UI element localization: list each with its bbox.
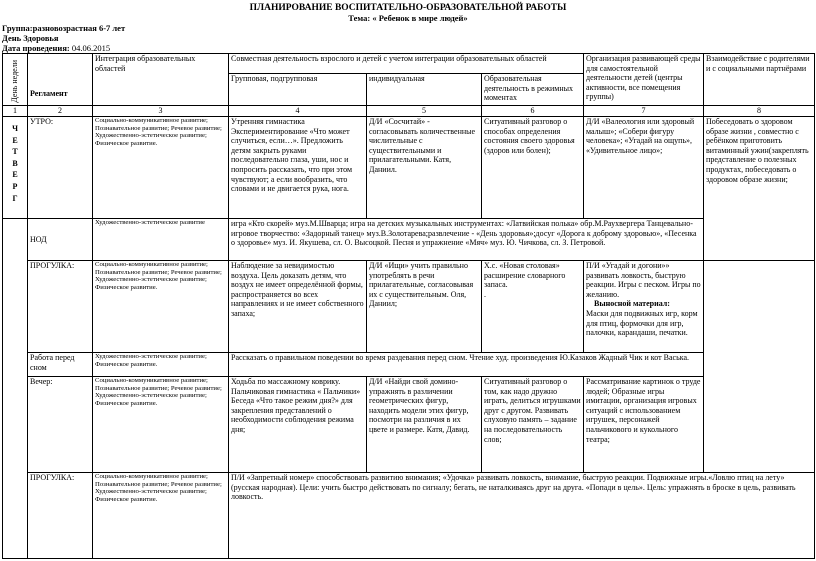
sleep-regulation: Работа перед сном bbox=[28, 353, 93, 377]
day-letter: Е bbox=[12, 170, 18, 180]
evening-individual-activity: Д/И «Найди свой домино-упражнять в различении геометрических фигур, находить модели этих фигур, посмотри на различия в их цвете и размере. Катя, Давид. bbox=[367, 377, 482, 473]
walk-outdoor-material-label: Выносной материал: bbox=[594, 299, 670, 309]
day-name-line: День Здоровья bbox=[2, 33, 59, 43]
header-row-1 bbox=[3, 54, 815, 74]
date-line: Дата проведения: 04.06.2015 bbox=[2, 43, 111, 53]
nod-activity: игра «Кто скорей» муз.М.Шварца; игра на детских музыкальных инструментах: «Латвийская полька» обр.М.Раухвергера Танцевально-игровое творчество: «Задорный танец» муз.В.Золотарева;развлечение - «День здоровья»;досуг «Дорога к доброму здоровью», «Песенка о здоровье» муз. И. Якушева, сл. О. Высоцкой. Песня и упражнение «Мяч» муз. Ю. Чичкова, сл. З. Петровой. bbox=[229, 219, 704, 261]
column-number: 4 bbox=[229, 106, 367, 117]
header-regulation: Регламент bbox=[28, 54, 93, 106]
sleep-activity: Рассказать о правильном поведении во время раздевания перед сном. Чтение худ. произведения Ю.Казаков Жадный Чик и кот Васька. bbox=[229, 353, 704, 377]
nod-integration: Художественно-эстетическое развитие bbox=[93, 219, 229, 261]
morning-parents: Побеседовать о здоровом образе жизни , совместно с ребёнком приготовить витаминный ужин(закреплять представление о полезных продуктах, побеседовать о здоровом образе жизни; bbox=[704, 117, 815, 261]
evening-row bbox=[3, 377, 815, 473]
walk-row bbox=[3, 261, 815, 353]
morning-integration: Социально-коммуникативное развитие; Познавательное развитие; Речевое развитие; Художественно-эстетическое развитие; Физическое развитие. bbox=[93, 117, 229, 219]
column-number: 8 bbox=[704, 106, 815, 117]
morning-individual-activity: Д/И «Сосчитай» - согласовывать количественные числительные с существительными и прилагательными. Катя, Даниил. bbox=[367, 117, 482, 219]
walk-group-activity: Наблюдение за невидимостью воздуха. Цель доказать детям, что воздух не имеет определённой формы, распространяется во всех направлениях и не имеет собственного запаха; bbox=[229, 261, 367, 353]
header-regime: Образовательная деятельность в режимных моментах bbox=[482, 74, 584, 106]
header-integration: Интеграция образовательных областей bbox=[93, 54, 229, 106]
document-title: ПЛАНИРОВАНИЕ ВОСПИТАТЕЛЬНО-ОБРАЗОВАТЕЛЬНОЙ РАБОТЫ bbox=[249, 3, 567, 13]
column-numbers-row bbox=[3, 106, 815, 117]
morning-regulation: УТРО: bbox=[28, 117, 93, 219]
header-environment: Организация развивающей среды для самостоятельной деятельности детей (центры активности, все помещения группы) bbox=[584, 54, 704, 106]
header-parents: Взаимодействие с родителями и с социальными партнёрами bbox=[704, 54, 815, 106]
day-letter: Т bbox=[12, 147, 18, 157]
header-group: Групповая, подгрупповая bbox=[229, 74, 367, 106]
walk2-integration: Социально-коммуникативное развитие; Познавательное развитие; Речевое развитие; Художественно-эстетическое развитие; Физическое развитие. bbox=[93, 473, 229, 559]
morning-environment: Д/И «Валеология или здоровый малыш»; «Собери фигуру человека»; «Угадай на ощупь», «Удивительное лицо»; bbox=[584, 117, 704, 219]
walk-environment bbox=[584, 261, 704, 353]
nod-row bbox=[3, 219, 815, 261]
day-letter: Е bbox=[12, 135, 18, 145]
walk-integration: Социально-коммуникативное развитие; Познавательное развитие; Речевое развитие; Художественно-эстетическое развитие; Физическое развитие. bbox=[93, 261, 229, 353]
day-letter: Г bbox=[12, 193, 18, 203]
day-of-week-cell bbox=[3, 117, 28, 219]
day-letter: В bbox=[12, 158, 18, 168]
sleep-row bbox=[3, 353, 815, 377]
walk-individual-activity: Д/И «Ищи» учить правильно употреблять в речи прилагательные, согласовывая их с существительным. Оля, Даниил; bbox=[367, 261, 482, 353]
walk2-activity: П/И «Запретный номер» способствовать развитию внимания; «Удочка» развивать ловкость, внимание, быструю реакции. Подвижные игры.«Ловлю птиц на лету» (русская народная). Цели: учить быстро действовать по сигналу; бегать, не наталкиваясь друг на друга. «Попади в цель». Цель: упражнять в броске в цель, развивать ловкость. bbox=[229, 473, 815, 559]
evening-group-activity: Ходьба по массажному коврику. Пальчиковая гимнастика « Пальчики» Беседа «Что такое режим дня?» для закрепления представлений о необходимости соблюдения режима дня; bbox=[229, 377, 367, 473]
column-number: 2 bbox=[28, 106, 93, 117]
walk2-row bbox=[3, 473, 815, 559]
column-number: 7 bbox=[584, 106, 704, 117]
day-column-filler bbox=[3, 219, 28, 559]
walk-environment-games: П/И «Угадай и догони»» развивать ловкость, быструю реакции. Игры с песком. Игры по желанию. bbox=[586, 261, 701, 299]
evening-regime-activity: Ситуативный разговор о том, как надо дружно играть, делиться игрушками друг с другом. Развивать слуховую память – задание на последовательность слов; bbox=[482, 377, 584, 473]
column-number: 5 bbox=[367, 106, 482, 117]
walk-regulation: ПРОГУЛКА: bbox=[28, 261, 93, 353]
morning-row bbox=[3, 117, 815, 219]
morning-group-activity: Утренняя гимнастика Экспериментирование «Что может случиться, если…». Предложить детям закрыть руками последовательно глаза, уши, нос и попросить рассказать, что при этом чувствуют; а если вообразить, что словами и не двигается рука, нога. bbox=[229, 117, 367, 219]
evening-regulation: Вечер: bbox=[28, 377, 93, 473]
walk2-regulation: ПРОГУЛКА: bbox=[28, 473, 93, 559]
parents-filler bbox=[704, 261, 815, 473]
plan-table bbox=[2, 53, 815, 559]
header-joint-activity: Совместная деятельность взрослого и детей с учетом интеграции образовательных областей bbox=[229, 54, 584, 74]
nod-regulation: НОД bbox=[28, 219, 93, 261]
evening-integration: Социально-коммуникативное развитие; Познавательное развитие; Речевое развитие; Художественно-эстетическое развитие; Физическое развитие. bbox=[93, 377, 229, 473]
evening-environment: Рассматривание картинок о труде людей; Образные игры имитации, организация игровых ситуаций с использованием игрушек, персонажей пальчикового и кукольного театра; bbox=[584, 377, 704, 473]
day-letter: Ч bbox=[12, 124, 18, 133]
column-number: 1 bbox=[3, 106, 28, 117]
column-number: 6 bbox=[482, 106, 584, 117]
document-theme: Тема: « Ребенок в мире людей» bbox=[348, 13, 468, 23]
walk-regime-activity: Х.с. «Новая столовая» расширение словарного запаса. . bbox=[482, 261, 584, 353]
column-number: 3 bbox=[93, 106, 229, 117]
sleep-integration: Художественно-эстетическое развитие; Физическое развитие. bbox=[93, 353, 229, 377]
header-individual: индивидуальная bbox=[367, 74, 482, 106]
header-day-of-week: День недели bbox=[3, 54, 28, 106]
group-line: Группа:разновозрастная 6-7 лет bbox=[2, 23, 126, 33]
day-letter: Р bbox=[12, 181, 18, 191]
morning-regime-activity: Ситуативный разговор о способах определения состояния своего здоровья (здоров или болен); bbox=[482, 117, 584, 219]
walk-outdoor-material: Маски для подвижных игр, корм для птиц, формочки для игр, палочки, карандаши, печатки. bbox=[586, 308, 698, 338]
